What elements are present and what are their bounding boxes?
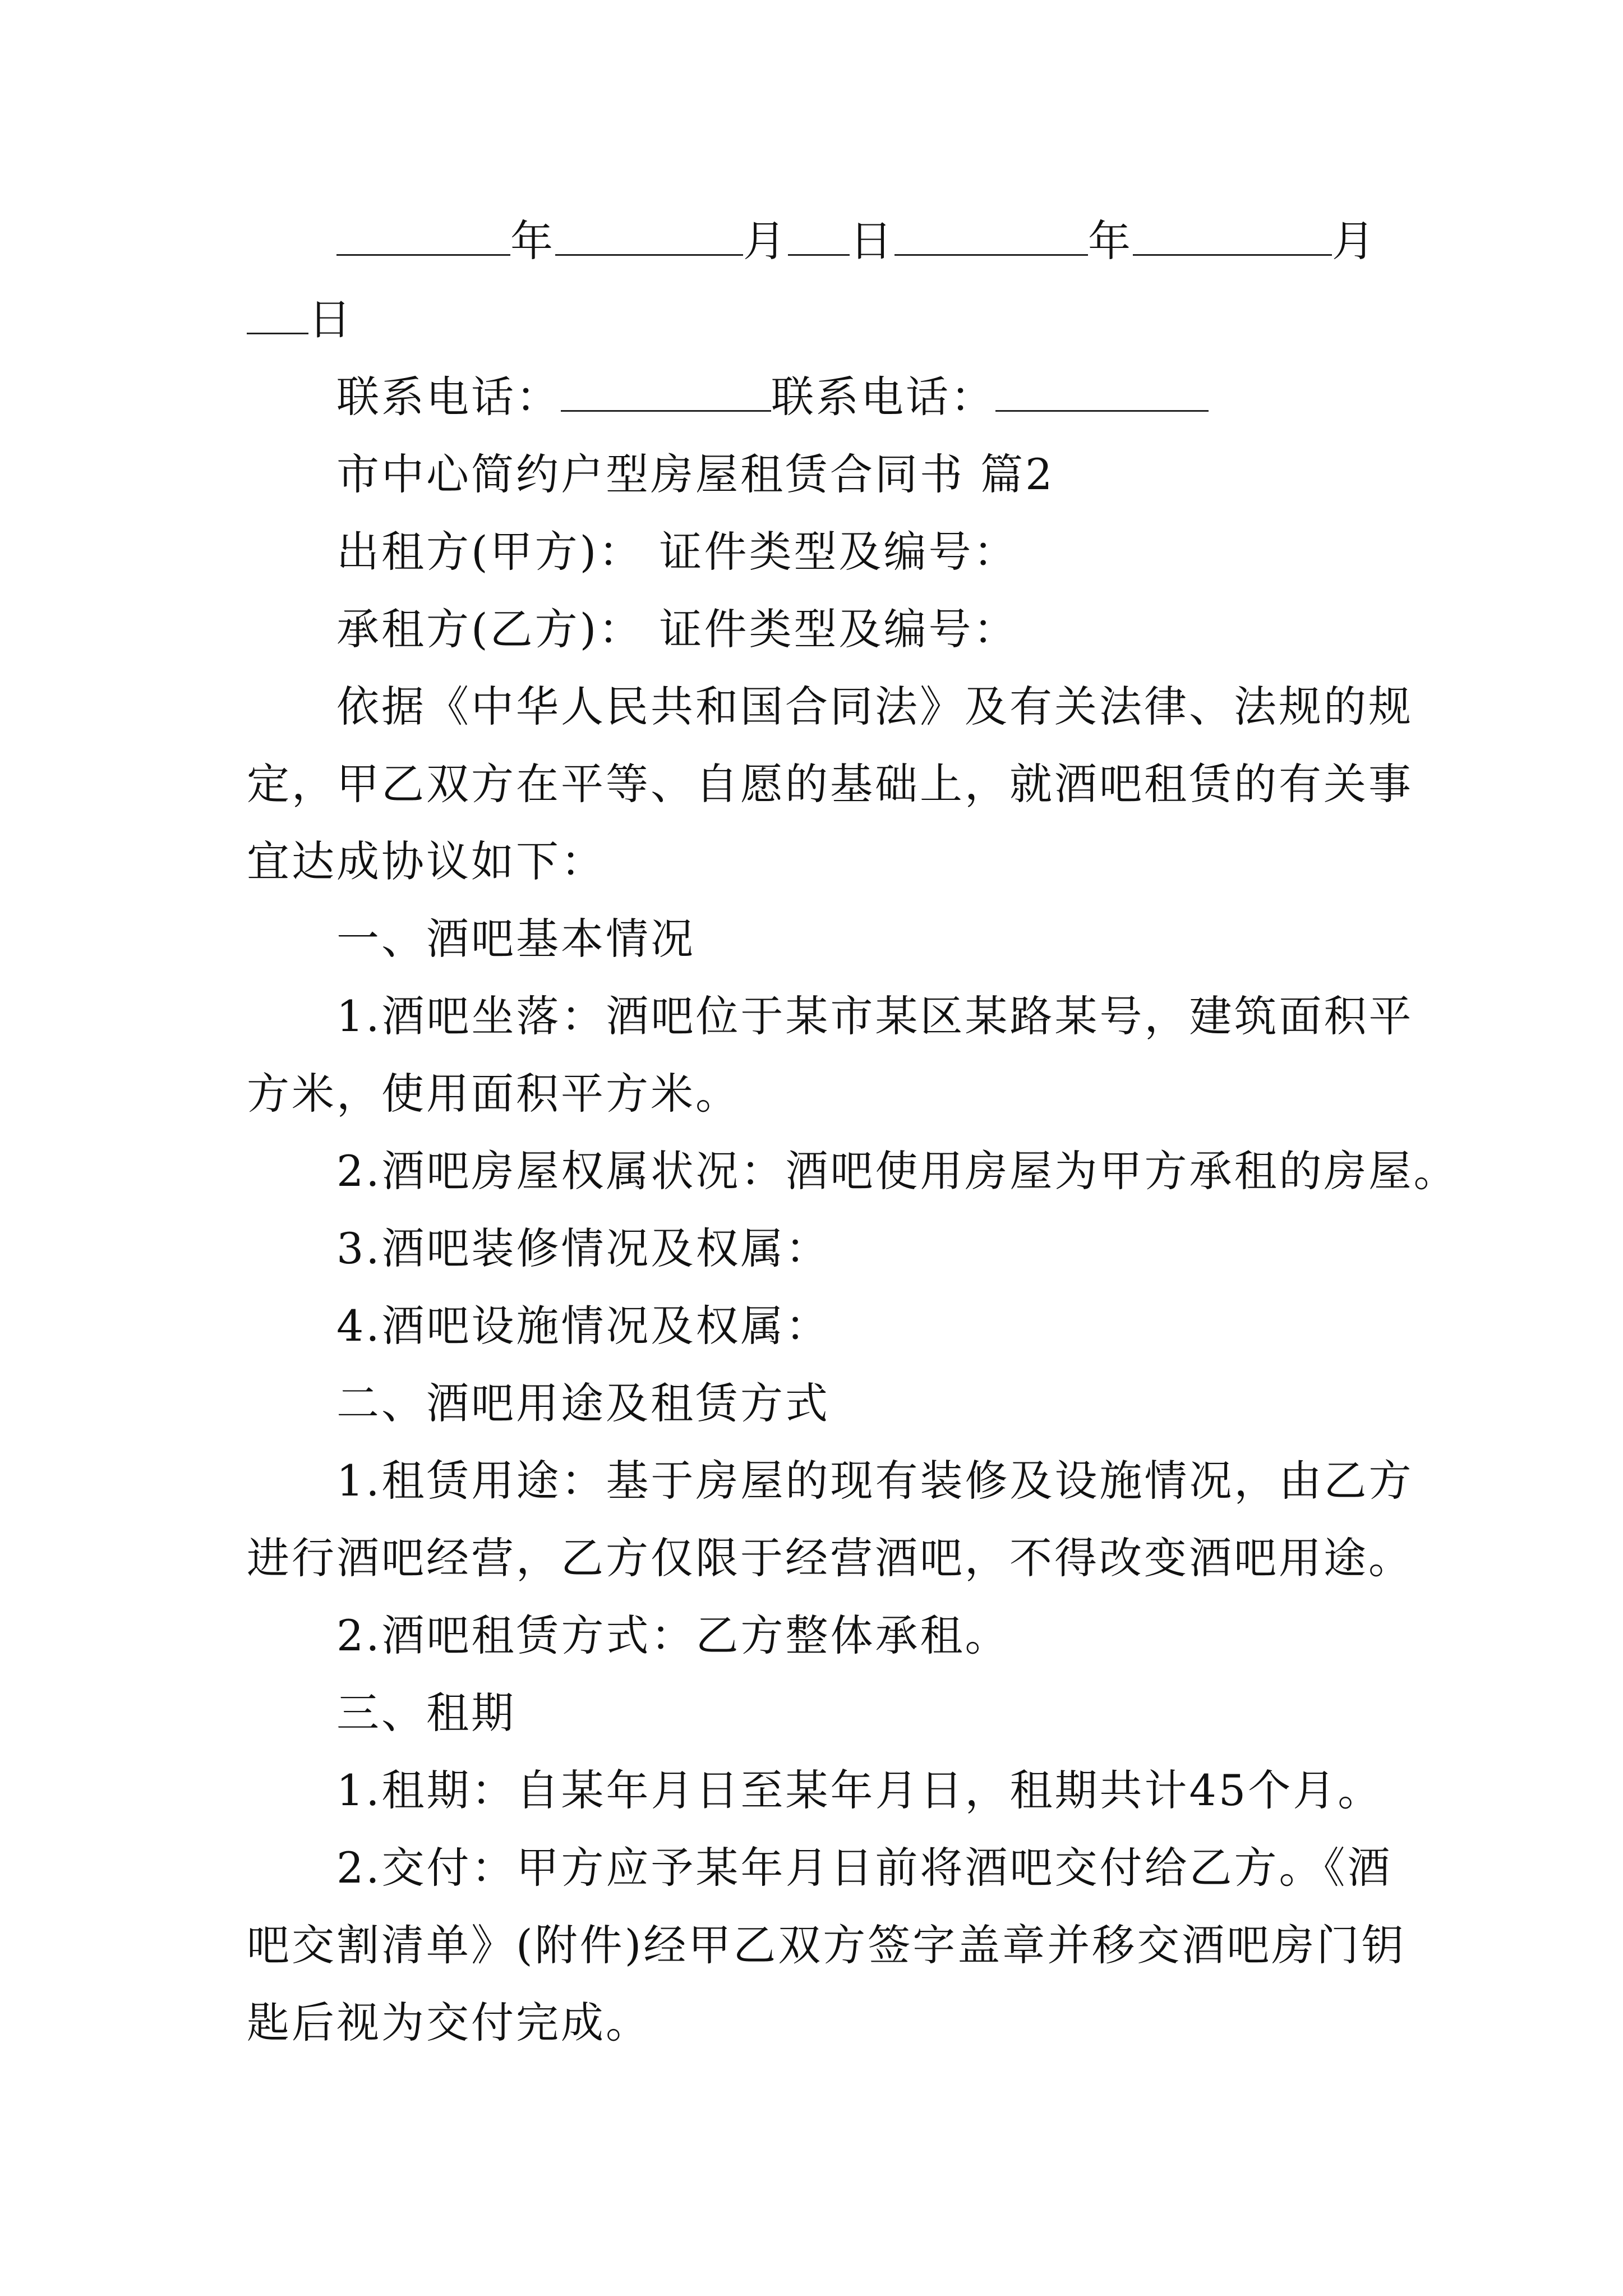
clause-text: 1.租期：自某年月日至某年月日，租期共计45个月。	[336, 1765, 1383, 1815]
day-blank	[247, 293, 308, 334]
intro-paragraph: 定，甲乙双方在平等、自愿的基础上，就酒吧租赁的有关事	[247, 759, 1413, 809]
clause-text: 3.酒吧装修情况及权属：	[336, 1223, 831, 1273]
clause-text: 方米，使用面积平方米。	[247, 1069, 740, 1119]
clause-text: 进行酒吧经营，乙方仅限于经营酒吧，不得改变酒吧用途。	[247, 1533, 1413, 1583]
day-blank	[788, 215, 850, 256]
month-blank	[555, 215, 743, 256]
year-blank	[895, 215, 1088, 256]
contact-blank	[561, 371, 771, 412]
clause-text: 4.酒吧设施情况及权属：	[336, 1301, 831, 1351]
clause-text: 1.酒吧坐落：酒吧位于某市某区某路某号，建筑面积平	[336, 991, 1414, 1041]
document-title: 市中心简约户型房屋租赁合同书 篇2	[336, 449, 1055, 499]
contact-blank	[995, 371, 1209, 412]
month-label: 月	[743, 216, 788, 266]
year-label: 年	[1088, 216, 1133, 266]
month-label: 月	[1332, 216, 1377, 266]
signature-date-line	[336, 214, 1391, 268]
contact-line	[336, 370, 1391, 424]
clause-text: 匙后视为交付完成。	[247, 1998, 651, 2047]
signature-date-line-cont	[247, 293, 1391, 347]
intro-paragraph: 宜达成协议如下：	[247, 836, 606, 886]
section-heading: 三、租期	[336, 1688, 516, 1738]
clause-text: 2.酒吧房屋权属状况：酒吧使用房屋为甲方承租的房屋。	[336, 1146, 1459, 1196]
lessor-line: 出租方(甲方)： 证件类型及编号：	[336, 527, 1018, 577]
day-label: 日	[850, 216, 895, 266]
month-blank	[1133, 215, 1332, 256]
intro-paragraph: 依据《中华人民共和国合同法》及有关法律、法规的规	[336, 682, 1413, 731]
contact-label: 联系电话：	[771, 372, 995, 422]
section-heading: 一、酒吧基本情况	[336, 914, 695, 964]
year-blank	[336, 215, 510, 256]
clause-text: 2.交付：甲方应予某年月日前将酒吧交付给乙方。《酒	[336, 1843, 1393, 1893]
section-heading: 二、酒吧用途及租赁方式	[336, 1378, 830, 1428]
year-label: 年	[510, 216, 555, 266]
clause-text: 1.租赁用途：基于房屋的现有装修及设施情况，由乙方	[336, 1456, 1414, 1506]
day-label: 日	[308, 295, 353, 344]
contact-label: 联系电话：	[336, 372, 561, 422]
clause-text: 吧交割清单》(附件)经甲乙双方签字盖章并移交酒吧房门钥	[247, 1920, 1407, 1970]
lessee-line: 承租方(乙方)： 证件类型及编号：	[336, 604, 1018, 654]
clause-text: 2.酒吧租赁方式：乙方整体承租。	[336, 1611, 1010, 1660]
